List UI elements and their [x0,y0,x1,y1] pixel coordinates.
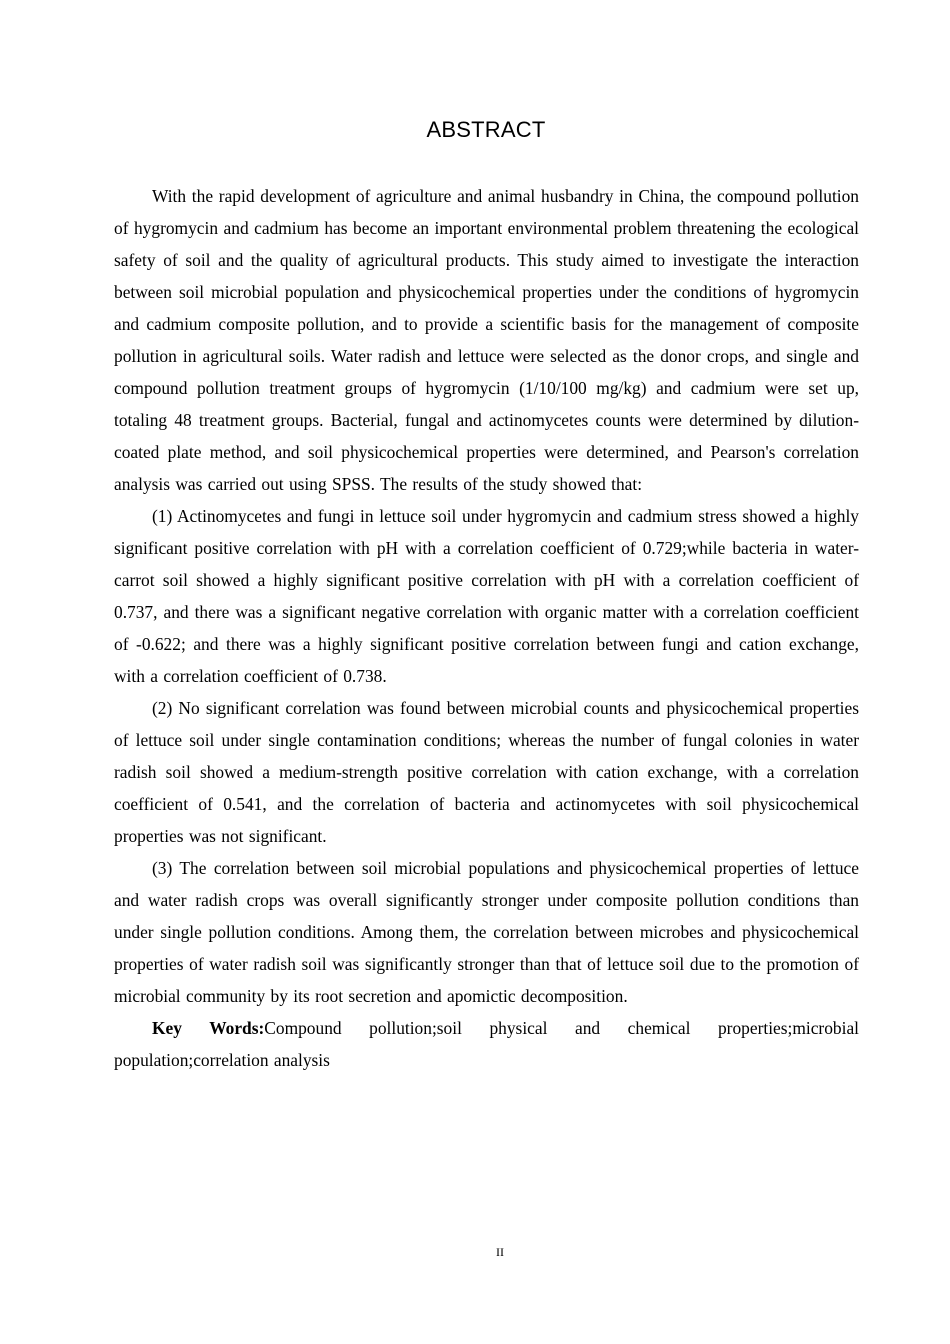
keywords-line [114,1012,859,1076]
page-title: ABSTRACT [426,117,546,142]
abstract-paragraph-finding-2: (2) No significant correlation was found between microbial counts and physicochemical properties of lettuce soil under single contamination conditions; whereas the number of fungal colonies in water radish soil showed a medium-strength positive correlation with cation exchange, with a correlation coefficient of 0.541, and the correlation of bacteria and actinomycetes with soil physicochemical properties was not significant. [114,698,859,846]
keywords-text: Compound pollution;soil physical and chemical properties;microbial population;correlation analysis [114,1018,859,1070]
abstract-paragraph-intro: With the rapid development of agriculture and animal husbandry in China, the compound pollution of hygromycin and cadmium has become an important environmental problem threatening the ecological safety of soil and the quality of agricultural products. This study aimed to investigate the interaction between soil microbial population and physicochemical properties under the conditions of hygromycin and cadmium composite pollution, and to provide a scientific basis for the management of composite pollution in agricultural soils. Water radish and lettuce were selected as the donor crops, and single and compound pollution treatment groups of hygromycin (1/10/100 mg/kg) and cadmium were set up, totaling 48 treatment groups. Bacterial, fungal and actinomycetes counts were determined by dilution-coated plate method, and soil physicochemical properties were determined, and Pearson's correlation analysis was carried out using SPSS. The results of the study showed that: [114,186,859,494]
page-number: II [496,1245,504,1259]
abstract-body [114,180,859,1076]
abstract-paragraph-finding-1: (1) Actinomycetes and fungi in lettuce soil under hygromycin and cadmium stress showed a highly significant positive correlation with pH with a correlation coefficient of 0.729;while bacteria in water-carrot soil showed a highly significant positive correlation with pH with a correlation coefficient of 0.737, and there was a significant negative correlation with organic matter with a correlation coefficient of -0.622; and there was a highly significant positive correlation between fungi and cation exchange, with a correlation coefficient of 0.738. [114,506,859,686]
keywords-label: Key Words: [152,1018,265,1038]
abstract-paragraph-finding-3: (3) The correlation between soil microbial populations and physicochemical properties of lettuce and water radish crops was overall significantly stronger under composite pollution conditions than under single pollution conditions. Among them, the correlation between microbes and physicochemical properties of water radish soil was significantly stronger than that of lettuce soil due to the promotion of microbial community by its root secretion and apomictic decomposition. [114,858,859,1006]
